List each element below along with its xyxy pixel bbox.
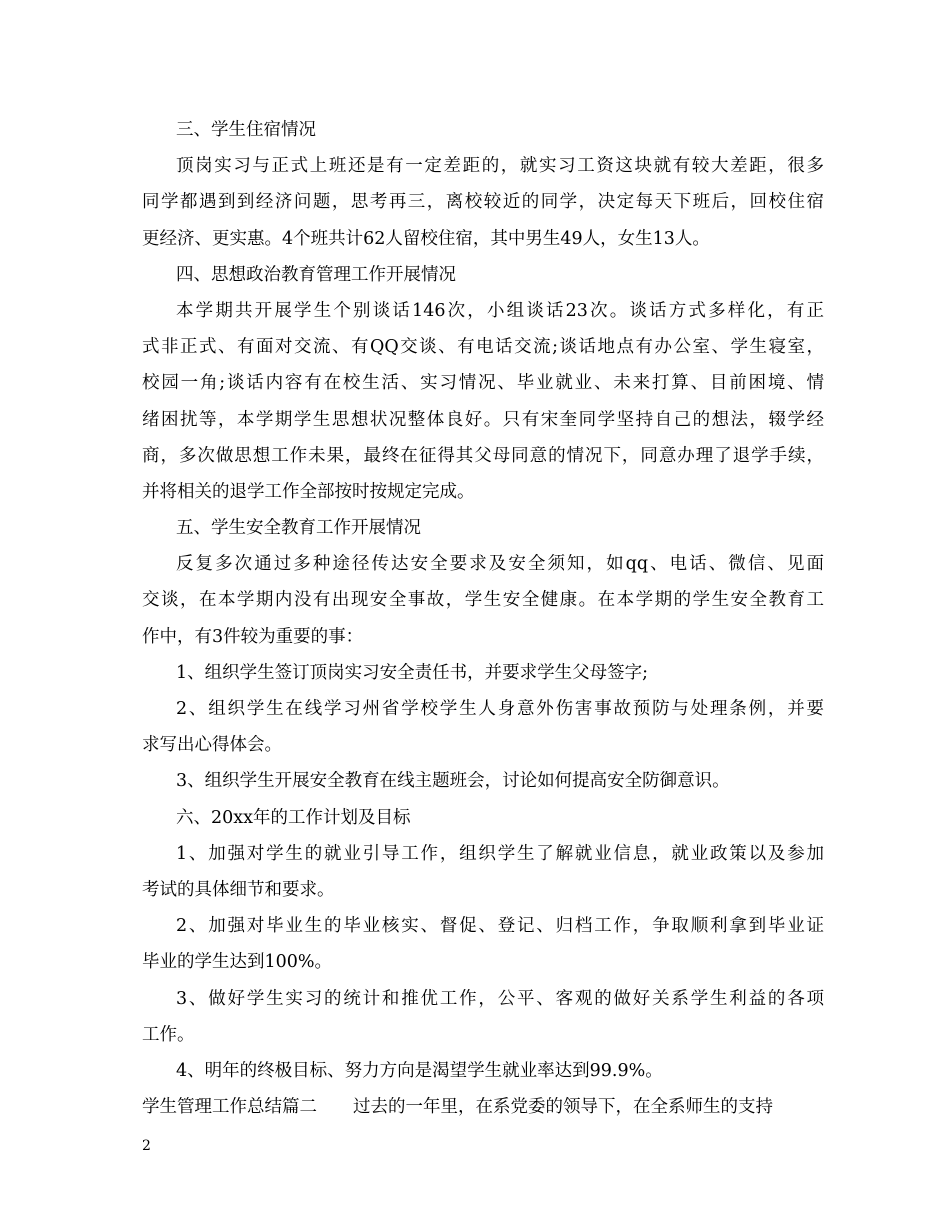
text-line: 1、加强对学生的就业引导工作，组织学生了解就业信息，就业政策以及参加 bbox=[176, 843, 824, 864]
text-line: 六、20xx年的工作计划及目标 bbox=[176, 807, 411, 828]
text-line: 并将相关的退学工作全部按时按规定完成。 bbox=[142, 481, 475, 502]
text-line: 绪困扰等，本学期学生思想状况整体良好。只有宋奎同学坚持自己的想法，辍学经 bbox=[142, 409, 824, 430]
text-line: 2、加强对毕业生的毕业核实、督促、登记、归档工作，争取顺利拿到毕业证 bbox=[176, 916, 824, 937]
text-line: 反复多次通过多种途径传达安全要求及安全须知，如qq、电话、微信、见面 bbox=[176, 554, 824, 575]
next-section-text: 过去的一年里，在系党委的领导下，在全系师生的支持 bbox=[353, 1097, 773, 1118]
text-line: 求写出心得体会。 bbox=[142, 735, 282, 756]
text-line: 1、组织学生签订顶岗实习安全责任书，并要求学生父母签字; bbox=[176, 662, 649, 683]
text-line: 三、学生住宿情况 bbox=[176, 120, 316, 140]
text-line: 4、明年的终极目标、努力方向是渴望学生就业率达到99.9%。 bbox=[176, 1060, 663, 1081]
text-line: 五、学生安全教育工作开展情况 bbox=[176, 518, 421, 539]
page-number: 2 bbox=[142, 1138, 151, 1154]
closing-line bbox=[142, 1089, 824, 1125]
text-line: 更经济、更实惠。4个班共计62人留校住宿，其中男生49人，女生13人。 bbox=[142, 228, 710, 249]
text-line: 本学期共开展学生个别谈话146次，小组谈话23次。谈话方式多样化，有正 bbox=[176, 300, 824, 321]
text-line: 校园一角;谈话内容有在校生活、实习情况、毕业就业、未来打算、目前困境、情 bbox=[142, 373, 824, 394]
next-section-title: 学生管理工作总结篇二 bbox=[142, 1097, 317, 1118]
text-line: 毕业的学生达到100%。 bbox=[142, 952, 333, 973]
text-line: 四、思想政治教育管理工作开展情况 bbox=[176, 264, 456, 285]
text-line: 商，多次做思想工作未果，最终在征得其父母同意的情况下，同意办理了退学手续， bbox=[142, 445, 824, 466]
text-line: 交谈，在本学期内没有出现安全事故，学生安全健康。在本学期的学生安全教育工 bbox=[142, 590, 824, 611]
paragraph-lines bbox=[142, 112, 824, 1089]
text-line: 顶岗实习与正式上班还是有一定差距的，就实习工资这块就有较大差距，很多 bbox=[176, 156, 824, 177]
text-line: 作中，有3件较为重要的事： bbox=[142, 626, 364, 647]
text-line: 同学都遇到到经济问题，思考再三，离校较近的同学，决定每天下班后，回校住宿 bbox=[142, 192, 824, 213]
text-line: 工作。 bbox=[142, 1024, 195, 1045]
text-line: 3、组织学生开展安全教育在线主题班会，讨论如何提高安全防御意识。 bbox=[176, 771, 730, 792]
document-body bbox=[142, 112, 824, 1125]
text-line: 式非正式、有面对交流、有QQ交谈、有电话交流;谈话地点有办公室、学生寝室， bbox=[142, 337, 824, 358]
text-line: 考试的具体细节和要求。 bbox=[142, 879, 335, 900]
text-line: 3、做好学生实习的统计和推优工作，公平、客观的做好关系学生利益的各项 bbox=[176, 988, 824, 1009]
text-line: 2、组织学生在线学习州省学校学生人身意外伤害事故预防与处理条例，并要 bbox=[176, 699, 824, 719]
